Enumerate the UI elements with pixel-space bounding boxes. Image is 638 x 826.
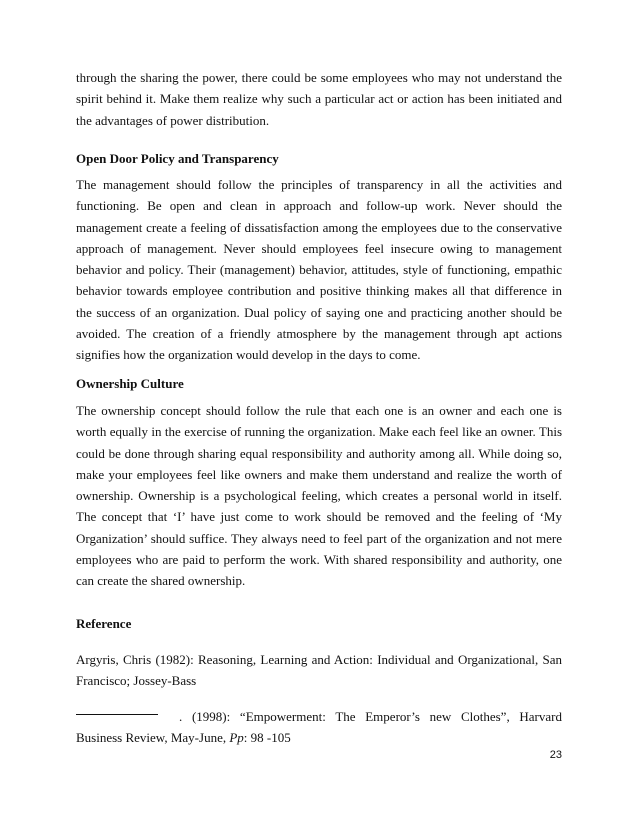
intro-paragraph: through the sharing the power, there could be some employees who may not understand the spirit behind it. Make them realize why such a particular act or action has been initiated and the advantages of power distribution. xyxy=(76,70,562,128)
open-door-heading: Open Door Policy and Transparency xyxy=(76,151,279,166)
reference-entry-empowerment-text: . (1998): “Empowerment: The Emperor’s new Clothes”, Harvard Business Review, May-June, xyxy=(76,709,562,746)
open-door-paragraph: The management should follow the principles of transparency in all the activities and functioning. Be open and clean in approach and follow-up work. Never should the management create a feeling of dissatisfaction among the employees due to the conservative approach of management. Never should employees feel insecure owing to management behavior and policy. Their (management) behavior, attitudes, style of functioning, empathic behavior towards employee contribution and positive thinking makes all that difference in the success of an organization. Dual policy of saying one and practicing another should be avoided. The creation of a friendly atmosphere by the management through apt actions signifies how the organization would develop in the days to come. xyxy=(76,177,562,363)
reference-entry-empowerment xyxy=(76,706,562,749)
reference-pages-range: : 98 -105 xyxy=(243,730,291,746)
reference-heading: Reference xyxy=(76,616,132,631)
page-number: 23 xyxy=(549,749,562,761)
reference-entry-argyris: Argyris, Chris (1982): Reasoning, Learning and Action: Individual and Organizational, San Francisco; Jossey-Bass xyxy=(76,652,562,689)
ownership-heading: Ownership Culture xyxy=(76,376,184,391)
reference-pages-abbrev: Pp xyxy=(229,730,244,746)
ownership-paragraph: The ownership concept should follow the rule that each one is an owner and each one is worth equally in the exercise of running the organization. Make each feel like an owner. This could be done through sharing equal responsibility and authority among all. While doing so, make your employees feel like owners and make them understand and realize the worth of ownership. Ownership is a psychological feeling, which creates a personal world in itself. The concept that ‘I’ have just come to work should be removed and the feeling of ‘My Organization’ should suffice. They always need to feel part of the organization and not mere employees who are paid to perform the work. With shared responsibility and authority, one can create the shared ownership. xyxy=(76,403,562,589)
